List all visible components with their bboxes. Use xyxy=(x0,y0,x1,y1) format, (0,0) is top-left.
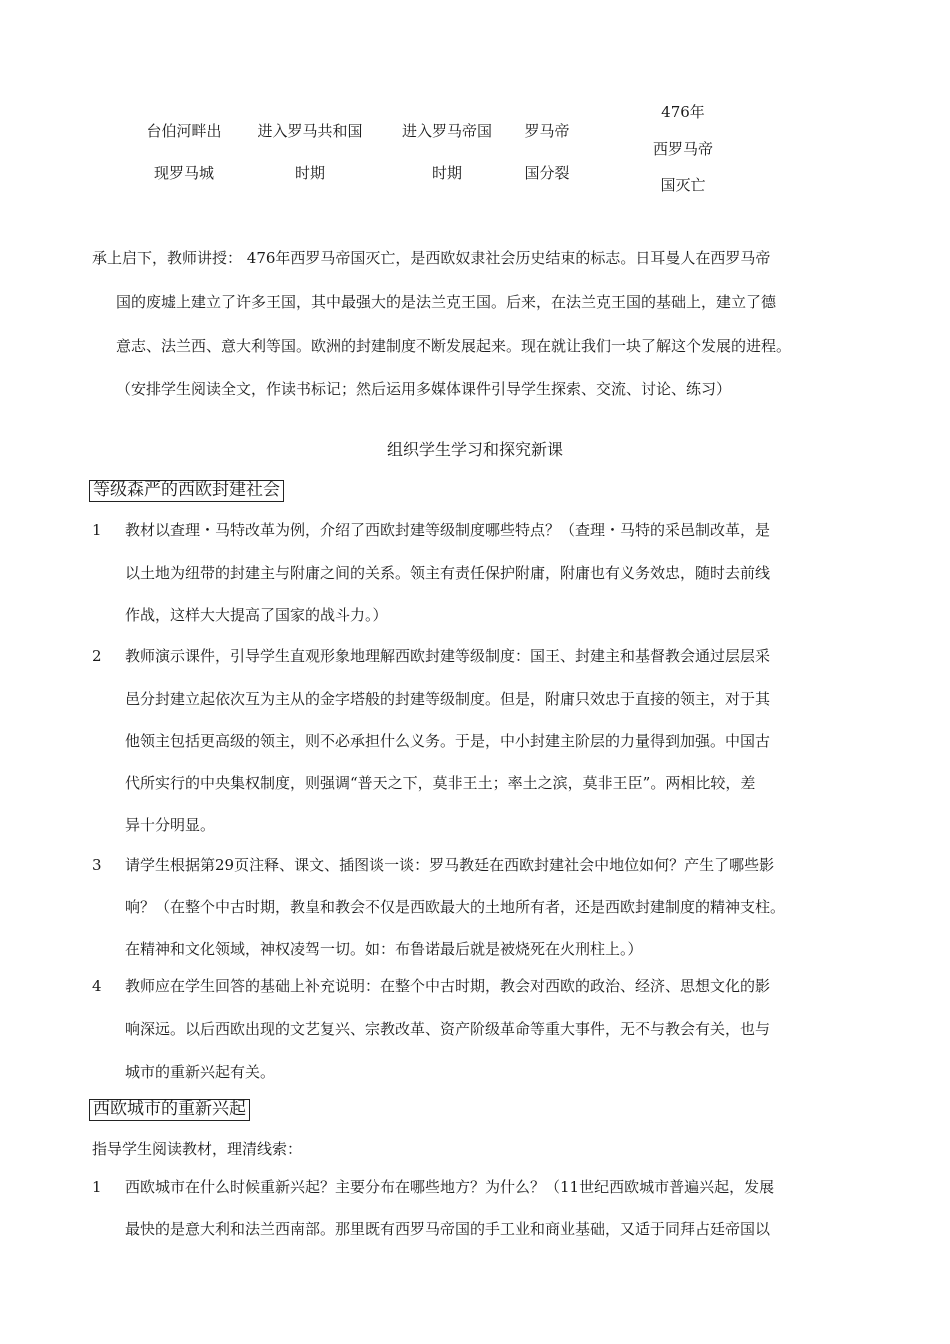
item-line: 教师演示课件，引导学生直观形象地理解西欧封建等级制度：国王、封建主和基督教会通过层层采 xyxy=(125,647,771,665)
item-line: 西欧城市在什么时候重新兴起？主要分布在哪些地方？为什么？（11世纪西欧城市普遍兴起，发展 xyxy=(125,1178,775,1196)
timeline-text: 进入罗马帝国 xyxy=(401,122,492,140)
item-number: 1 xyxy=(92,1178,102,1196)
timeline-text: 进入罗马共和国 xyxy=(257,122,363,140)
timeline-text: 时期 xyxy=(294,164,325,182)
intro-line: 国的废墟上建立了许多王国，其中最强大的是法兰克王国。后来，在法兰克王国的基础上，建立了德 xyxy=(116,293,777,311)
item-line: 邑分封建立起依次互为主从的金字塔般的封建等级制度。但是，附庸只效忠于直接的领主，对于其 xyxy=(125,690,771,708)
item-line: 响？（在整个中古时期，教皇和教会不仅是西欧最大的土地所有者，还是西欧封建制度的精神支柱。 xyxy=(125,898,786,916)
item-line: 异十分明显。 xyxy=(125,816,216,834)
timeline-text: 476年 xyxy=(661,103,705,121)
item-line: 教师应在学生回答的基础上补充说明：在整个中古时期，教会对西欧的政治、经济、思想文化的影 xyxy=(125,977,771,995)
section-heading: 组织学生学习和探究新课 xyxy=(386,440,563,459)
timeline-text: 现罗马城 xyxy=(153,164,214,182)
timeline-col-3 xyxy=(390,124,504,181)
timeline-col-2 xyxy=(245,124,375,181)
timeline-col-5 xyxy=(638,105,728,193)
item-line: 以土地为纽带的封建主与附庸之间的关系。领主有责任保护附庸，附庸也有义务效忠，随时去前线 xyxy=(125,564,771,582)
item-number: 3 xyxy=(92,856,102,874)
item-line: 代所实行的中央集权制度，则强调“普天之下，莫非王土；率土之滨，莫非王臣”。两相比较，差 xyxy=(125,774,756,792)
timeline-text: 台伯河畔出 xyxy=(146,122,222,140)
timeline-text: 时期 xyxy=(431,164,462,182)
item-line: 他领主包括更高级的领主，则不必承担什么义务。于是，中小封建主阶层的力量得到加强。中国古 xyxy=(125,732,771,750)
section2-title: 西欧城市的重新兴起 xyxy=(89,1099,250,1121)
intro-line: 意志、法兰西、意大利等国。欧洲的封建制度不断发展起来。现在就让我们一块了解这个发展的进程。 xyxy=(116,337,792,355)
timeline-text: 西罗马帝 xyxy=(652,140,713,158)
item-line: 城市的重新兴起有关。 xyxy=(125,1063,276,1081)
intro-line: （安排学生阅读全文，作读书标记；然后运用多媒体课件引导学生探索、交流、讨论、练习） xyxy=(116,380,732,398)
item-line: 最快的是意大利和法兰西南部。那里既有西罗马帝国的手工业和商业基础，又适于同拜占廷帝国以 xyxy=(125,1220,771,1238)
timeline-text: 国分裂 xyxy=(524,164,570,182)
item-line: 响深远。以后西欧出现的文艺复兴、宗教改革、资产阶级革命等重大事件，无不与教会有关，也与 xyxy=(125,1020,771,1038)
timeline-col-1 xyxy=(138,124,230,181)
item-line: 教材以查理・马特改革为例，介绍了西欧封建等级制度哪些特点？（查理・马特的采邑制改革，是 xyxy=(125,521,771,539)
timeline-text: 罗马帝 xyxy=(524,122,570,140)
item-line: 在精神和文化领域，神权凌驾一切。如：布鲁诺最后就是被烧死在火刑柱上。） xyxy=(125,940,643,958)
timeline-col-4 xyxy=(514,124,580,181)
intro-line: 承上启下，教师讲授： 476年西罗马帝国灭亡，是西欧奴隶社会历史结束的标志。日耳曼人在西罗马帝 xyxy=(92,249,771,267)
item-line: 请学生根据第29页注释、课文、插图谈一谈：罗马教廷在西欧封建社会中地位如何？产生了哪些影 xyxy=(125,856,775,874)
item-number: 1 xyxy=(92,521,102,539)
section1-title: 等级森严的西欧封建社会 xyxy=(89,480,284,502)
item-line: 作战，这样大大提高了国家的战斗力。） xyxy=(125,606,388,624)
item-number: 4 xyxy=(92,977,102,995)
timeline-text: 国灭亡 xyxy=(660,176,706,194)
section2-intro: 指导学生阅读教材，理清线索： xyxy=(92,1140,303,1158)
item-number: 2 xyxy=(92,647,102,665)
